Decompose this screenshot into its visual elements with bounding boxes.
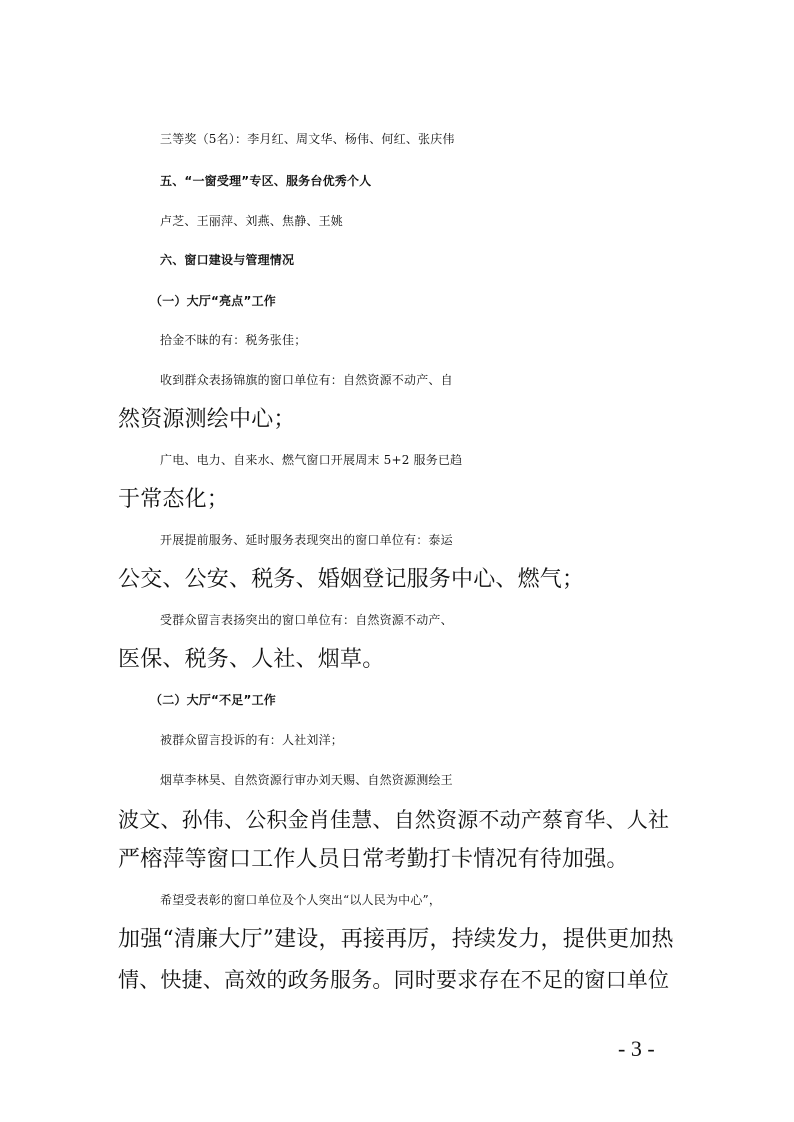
- page-number: - 3 -: [618, 1036, 655, 1061]
- paragraph-complaint: 被群众留言投诉的有：人社刘洋；: [160, 733, 344, 747]
- paragraph-attendance-line1: 烟草李林昊、自然资源行审办刘天赐、自然资源测绘王: [160, 773, 453, 787]
- paragraph-closing-line1: 希望受表彰的窗口单位及个人突出“以人民为中心”，: [160, 893, 442, 907]
- paragraph-weekend-line1: 广电、电力、自来水、燃气窗口开展周末 5+2 服务已趋: [160, 453, 463, 467]
- paragraph-praise-line1: 受群众留言表扬突出的窗口单位有：自然资源不动产、: [160, 613, 453, 627]
- subsection-highlights-heading: （一）大厅“亮点”工作: [150, 294, 276, 308]
- paragraph-honesty: 拾金不昧的有：税务张佳；: [160, 333, 307, 347]
- paragraph-closing-line3: 情、快捷、高效的政务服务。同时要求存在不足的窗口单位: [118, 968, 670, 992]
- subsection-shortcomings-heading: （二）大厅“不足”工作: [150, 693, 276, 707]
- paragraph-banner-line2: 然资源测绘中心；: [118, 407, 296, 432]
- paragraph-closing-line2: 加强“清廉大厅”建设，再接再厉，持续发力，提供更加热: [118, 927, 674, 952]
- paragraph-banner-line1: 收到群众表扬锦旗的窗口单位有：自然资源不动产、自: [160, 373, 453, 387]
- paragraph-praise-line2: 医保、税务、人社、烟草。: [118, 647, 385, 672]
- award-third-line: 三等奖（5名）：李月红、周文华、杨伟、何红、张庆伟: [160, 132, 455, 146]
- section-five-names: 卢芝、王丽萍、刘燕、焦静、王姚: [160, 214, 344, 228]
- section-five-heading: 五、“一窗受理”专区、服务台优秀个人: [160, 174, 372, 188]
- paragraph-extended-service-line2: 公交、公安、税务、婚姻登记服务中心、燃气；: [118, 567, 585, 592]
- paragraph-attendance-line3: 严榕萍等窗口工作人员日常考勤打卡情况有待加强。: [118, 847, 629, 872]
- paragraph-extended-service-line1: 开展提前服务、延时服务表现突出的窗口单位有：泰运: [160, 533, 453, 547]
- paragraph-attendance-line2: 波文、孙伟、公积金肖佳慧、自然资源不动产蔡育华、人社: [118, 808, 670, 832]
- paragraph-weekend-line2: 于常态化；: [118, 487, 230, 512]
- section-six-heading: 六、窗口建设与管理情况: [160, 253, 295, 267]
